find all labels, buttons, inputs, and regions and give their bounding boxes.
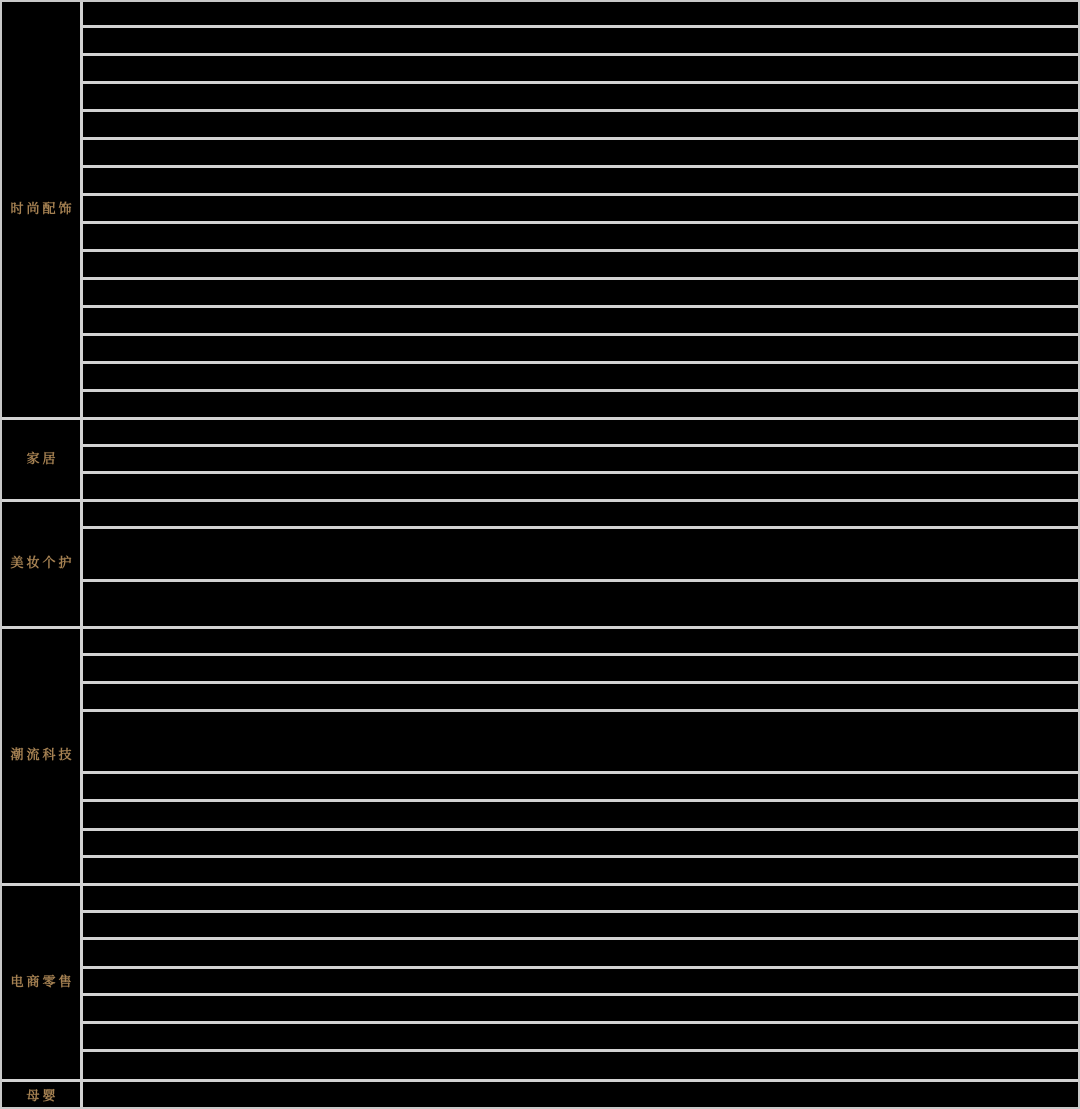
section-rows bbox=[83, 1082, 1078, 1109]
table-row bbox=[83, 858, 1078, 883]
category-label-cell bbox=[2, 629, 83, 883]
category-section bbox=[2, 886, 1078, 1082]
table-row bbox=[83, 684, 1078, 712]
table-row bbox=[83, 308, 1078, 336]
table-row bbox=[83, 913, 1078, 940]
section-rows bbox=[83, 502, 1078, 626]
category-label: 电商零售 bbox=[10, 974, 75, 990]
category-label-cell bbox=[2, 502, 83, 626]
table-row bbox=[83, 168, 1078, 196]
table-row bbox=[83, 2, 1078, 28]
category-label-cell bbox=[2, 2, 83, 417]
table-row bbox=[83, 1082, 1078, 1109]
section-rows bbox=[83, 629, 1078, 883]
table-row bbox=[83, 1024, 1078, 1052]
table-row bbox=[83, 969, 1078, 996]
category-label-cell bbox=[2, 886, 83, 1079]
category-label: 潮流科技 bbox=[10, 748, 75, 764]
table-row bbox=[83, 28, 1078, 56]
section-rows bbox=[83, 2, 1078, 417]
category-section bbox=[2, 629, 1078, 886]
table-row bbox=[83, 56, 1078, 84]
table-row bbox=[83, 886, 1078, 913]
table-row bbox=[83, 774, 1078, 802]
category-section bbox=[2, 502, 1078, 629]
table-row bbox=[83, 996, 1078, 1024]
table-row bbox=[83, 802, 1078, 831]
table-row bbox=[83, 582, 1078, 626]
table-row bbox=[83, 420, 1078, 447]
category-label-cell bbox=[2, 420, 83, 499]
category-section bbox=[2, 420, 1078, 502]
table-row bbox=[83, 364, 1078, 392]
table-row bbox=[83, 112, 1078, 140]
category-label-cell bbox=[2, 1082, 83, 1109]
table-row bbox=[83, 224, 1078, 252]
table-row bbox=[83, 336, 1078, 364]
table-row bbox=[83, 84, 1078, 112]
table-row bbox=[83, 529, 1078, 582]
table-row bbox=[83, 656, 1078, 684]
table-row bbox=[83, 447, 1078, 474]
table-row bbox=[83, 712, 1078, 774]
section-rows bbox=[83, 420, 1078, 499]
category-label: 时尚配饰 bbox=[10, 201, 75, 217]
category-label: 美妆个护 bbox=[10, 556, 75, 572]
table-row bbox=[83, 196, 1078, 224]
category-section bbox=[2, 1082, 1078, 1109]
category-label: 家居 bbox=[26, 451, 59, 467]
category-label: 母婴 bbox=[26, 1089, 59, 1105]
table-row bbox=[83, 392, 1078, 417]
table-row bbox=[83, 831, 1078, 858]
table-row bbox=[83, 140, 1078, 168]
table-row bbox=[83, 502, 1078, 529]
section-rows bbox=[83, 886, 1078, 1079]
table-row bbox=[83, 252, 1078, 280]
table-row bbox=[83, 940, 1078, 969]
table-row bbox=[83, 629, 1078, 656]
table-row bbox=[83, 280, 1078, 308]
table-row bbox=[83, 474, 1078, 499]
category-section bbox=[2, 2, 1078, 420]
table-row bbox=[83, 1052, 1078, 1079]
